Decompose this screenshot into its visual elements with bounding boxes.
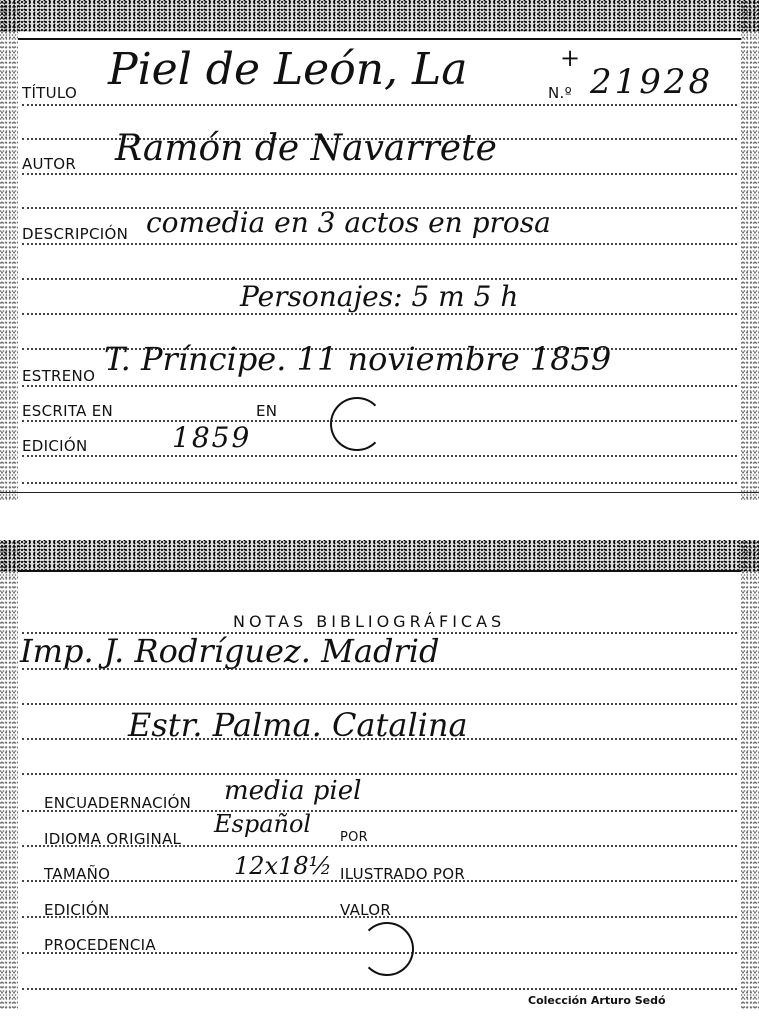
scan-edge-right [741,0,759,500]
encuadernacion-label: ENCUADERNACIÓN [44,794,192,812]
tamano-label: TAMAÑO [44,865,111,883]
rule-line [22,482,737,484]
nota-line-2: Estr. Palma. Catalina [128,706,468,744]
rule-line [22,988,737,990]
rule-line [22,773,737,775]
card-frame-top [18,570,741,572]
idioma-value: Español [214,810,312,838]
edicion-value-top: 1859 [172,421,252,454]
notas-title: NOTAS BIBLIOGRÁFICAS [233,612,506,631]
scan-edge-left [0,540,18,1010]
autor-label: AUTOR [22,155,77,173]
tamano-value: 12x18½ [234,852,332,880]
descripcion-value: comedia en 3 actos en prosa [146,206,551,239]
rule-line [22,703,737,705]
rule-line [22,385,737,387]
ilustrado-label: ILUSTRADO POR [340,865,466,883]
rule-line [22,104,737,106]
rule-line [22,243,737,245]
scan-noise-top [0,0,759,32]
valor-label: VALOR [340,901,392,919]
en-label: EN [256,402,278,420]
rule-line [22,173,737,175]
titulo-label: TÍTULO [22,84,78,102]
rule-line [22,455,737,457]
titulo-value: Piel de León, La [108,44,468,95]
rule-line [22,313,737,315]
stamp-circle-top [330,397,384,451]
idioma-label: IDIOMA ORIGINAL [44,830,182,848]
collection-credit: Colección Arturo Sedó [528,994,666,1007]
card-separator [0,492,759,493]
descripcion-label: DESCRIPCIÓN [22,225,129,243]
catalog-card-bottom [0,540,759,1010]
scan-noise-bottom [0,540,759,572]
stamp-circle-bottom [360,922,414,976]
numero-mark: + [560,44,581,72]
numero-value: 21928 [590,62,714,102]
escrita-label: ESCRITA EN [22,402,114,420]
procedencia-label: PROCEDENCIA [44,936,156,954]
estreno-label: ESTRENO [22,367,96,385]
edicion-label-bottom: EDICIÓN [44,901,110,919]
autor-value: Ramón de Navarrete [115,128,497,169]
edicion-label-top: EDICIÓN [22,437,88,455]
numero-label: N.º [548,84,572,102]
personajes-value: Personajes: 5 m 5 h [240,280,519,313]
card-frame-top [18,38,741,40]
catalog-card-top [0,0,759,500]
estreno-value: T. Príncipe. 11 noviembre 1859 [104,340,612,378]
encuadernacion-value: media piel [224,776,362,806]
scan-edge-left [0,0,18,500]
nota-line-1: Imp. J. Rodríguez. Madrid [20,632,440,670]
por-label: POR [340,830,369,845]
scan-edge-right [741,540,759,1010]
